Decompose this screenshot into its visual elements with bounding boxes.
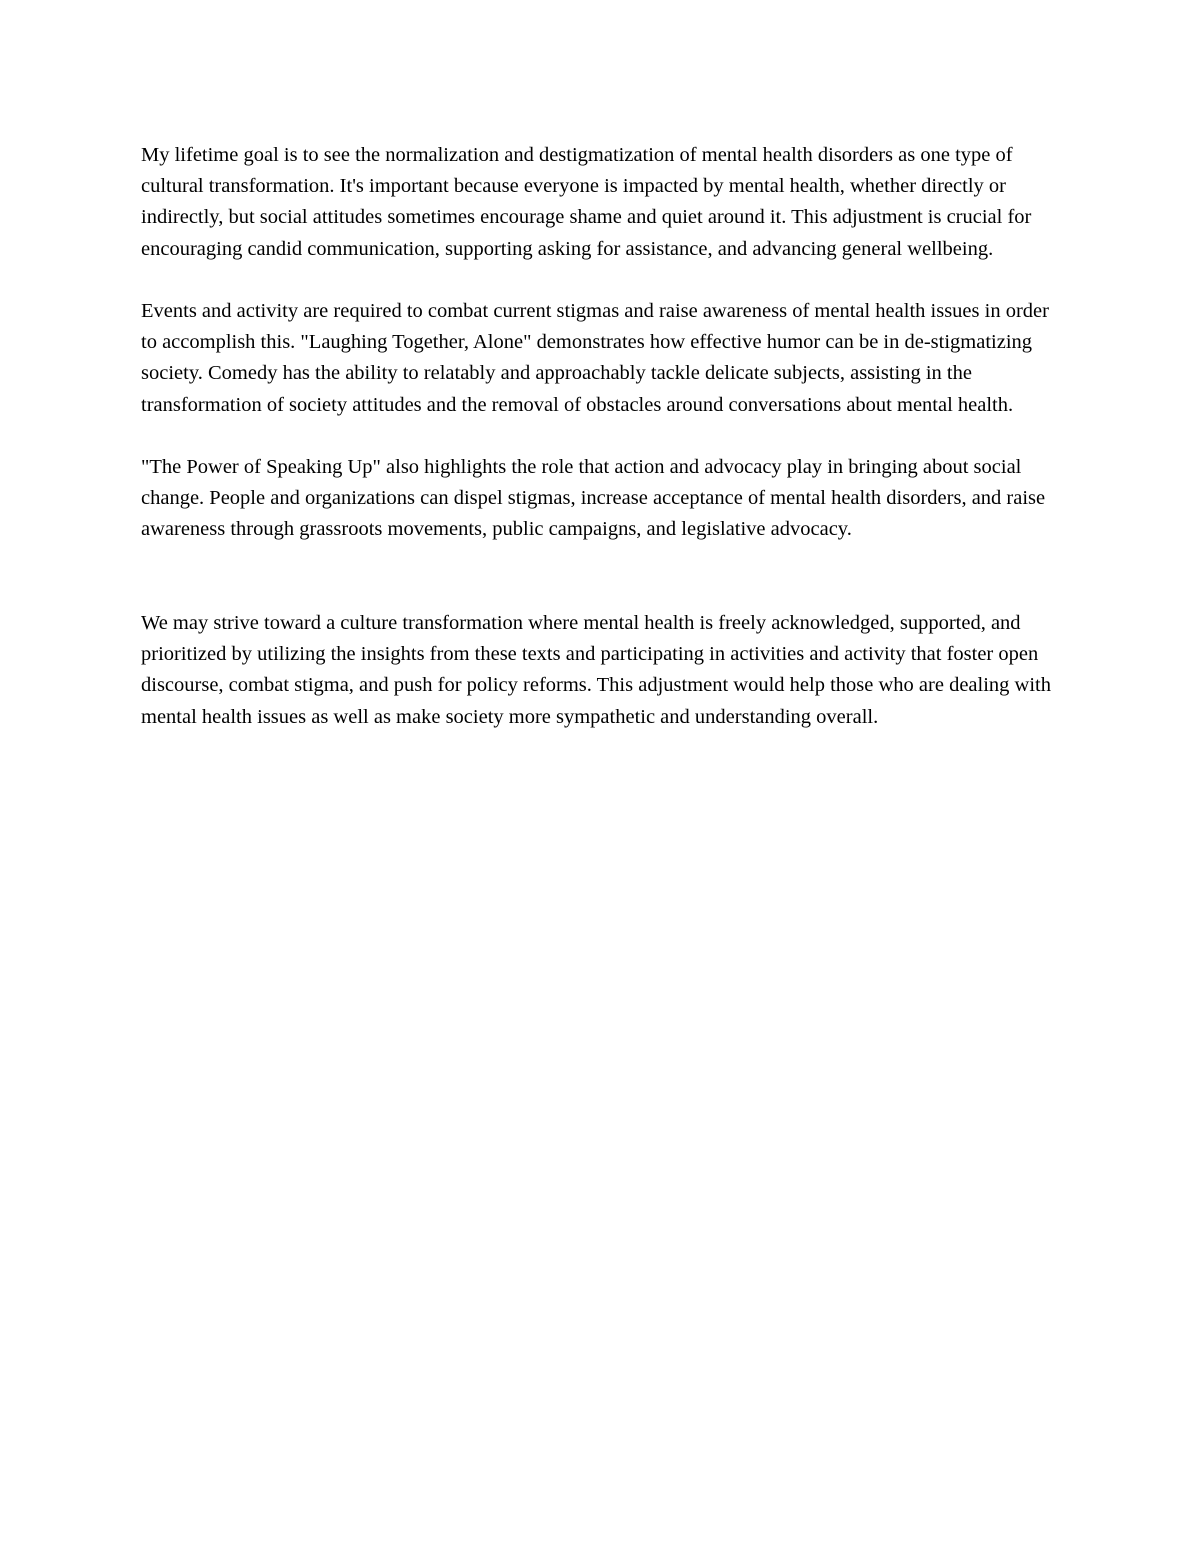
document-body bbox=[141, 140, 1059, 733]
paragraph-4: We may strive toward a culture transformation where mental health is freely acknowledged, supported, and prioritized by utilizing the insights from these texts and participating in activities and activity that foster open discourse, combat stigma, and push for policy reforms. This adjustment would help those who are dealing with mental health issues as well as make society more sympathetic and understanding overall. bbox=[141, 612, 1051, 728]
paragraph-2: Events and activity are required to combat current stigmas and raise awareness of mental health issues in order to accomplish this. "Laughing Together, Alone" demonstrates how effective humor can be in de-stigmatizing society. Comedy has the ability to relatably and approachably tackle delicate subjects, assisting in the transformation of society attitudes and the removal of obstacles around conversations about mental health. bbox=[141, 300, 1049, 416]
paragraph-3: "The Power of Speaking Up" also highlights the role that action and advocacy play in bringing about social change. People and organizations can dispel stigmas, increase acceptance of mental health disorders, and raise awareness through grassroots movements, public campaigns, and legislative advocacy. bbox=[141, 456, 1046, 541]
paragraph-1: My lifetime goal is to see the normalization and destigmatization of mental health disorders as one type of cultural transformation. It's important because everyone is impacted by mental health, whether directly or indirectly, but social attitudes sometimes encourage shame and quiet around it. This adjustment is crucial for encouraging candid communication, supporting asking for assistance, and advancing general wellbeing. bbox=[141, 144, 1032, 260]
